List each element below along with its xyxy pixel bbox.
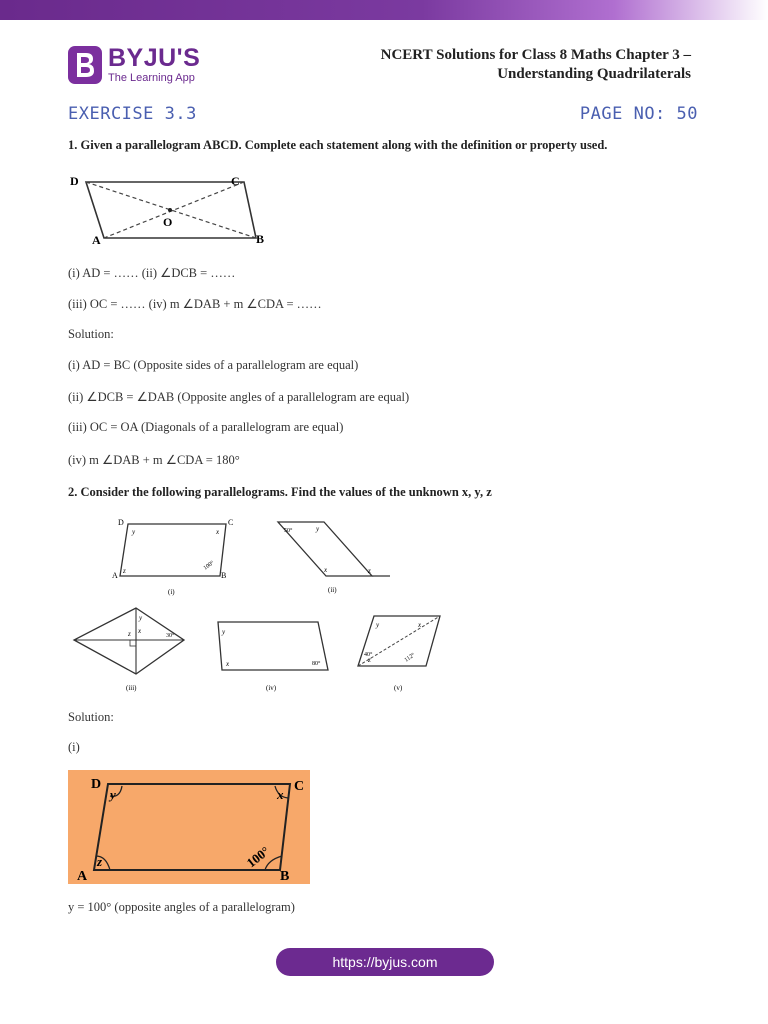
fig-v-z: z	[368, 656, 371, 664]
q2-answer: y = 100° (opposite angles of a parallelogram)	[68, 900, 295, 914]
title-line-1: NCERT Solutions for Class 8 Maths Chapter 3 –	[380, 47, 691, 63]
fig-i-angle: 100°	[202, 560, 216, 572]
q2-solution-label: Solution:	[68, 710, 114, 724]
fig-v-y: y	[376, 621, 380, 629]
q1-blanks-2: (iii) OC = …… (iv) m ∠DAB + m ∠CDA = ……	[68, 297, 322, 311]
fig-iv-x: x	[226, 660, 230, 668]
big-label-z: z	[97, 854, 103, 869]
fig-i-c: C	[228, 518, 234, 527]
fig-i-caption: (i)	[168, 588, 175, 596]
label-b: B	[256, 232, 265, 246]
page-number: PAGE NO: 50	[579, 104, 698, 124]
footer-url-button[interactable]	[276, 948, 494, 976]
fig-i-d: D	[118, 518, 124, 527]
fig-iii-y: y	[139, 614, 143, 622]
fig-iii-angle: 30°	[166, 633, 175, 639]
q2-solution-figure	[68, 770, 310, 884]
q2-figure-iii	[68, 604, 193, 696]
label-o: O	[163, 215, 173, 229]
fig-i-y: y	[132, 528, 136, 536]
fig-ii-x: x	[324, 566, 328, 574]
fig-iii-shape	[74, 608, 184, 674]
fig-ii-caption: (ii)	[328, 586, 337, 594]
q1-answer-1: (i) AD = BC (Opposite sides of a parallelogram are equal)	[68, 358, 359, 372]
q1-answer-2: (ii) ∠DCB = ∠DAB (Opposite angles of a parallelogram are equal)	[68, 390, 410, 404]
big-label-a: A	[77, 869, 88, 884]
fig-iv-angle: 80°	[312, 661, 321, 667]
question-1: 1. Given a parallelogram ABCD. Complete each statement along with the definition or property used.	[68, 138, 608, 152]
fig-ii-angle: 50°	[284, 528, 293, 534]
byjus-logo	[68, 45, 200, 85]
q1-answer-3: (iii) OC = OA (Diagonals of a parallelogram are equal)	[68, 420, 344, 434]
label-d: D	[70, 174, 79, 188]
logo-b-icon	[72, 50, 98, 80]
title-line-2: Understanding Quadrilaterals	[497, 66, 691, 82]
fig-iii-z: z	[128, 630, 131, 638]
fig-iii-right-angle	[130, 640, 136, 646]
fig-v-angle-1: 40°	[364, 652, 373, 658]
figure-background	[68, 770, 310, 884]
q2-figure-iv	[208, 614, 338, 696]
q1-blanks-1: (i) AD = …… (ii) ∠DCB = ……	[68, 266, 236, 280]
label-a: A	[92, 233, 101, 247]
fig-ii-y: y	[316, 525, 320, 533]
fig-v-x: x	[418, 621, 422, 629]
big-label-x: x	[277, 787, 284, 802]
logo-badge	[68, 46, 102, 84]
fig-iv-caption: (iv)	[266, 684, 277, 692]
q1-answer-4: (iv) m ∠DAB + m ∠CDA = 180°	[68, 453, 240, 467]
q2-sub-label: (i)	[68, 740, 80, 754]
fig-i-x: x	[216, 528, 220, 536]
big-label-angle: 100°	[243, 843, 273, 871]
fig-iii-caption: (iii)	[126, 684, 137, 692]
q2-figure-v	[352, 610, 452, 696]
brand-tagline: The Learning App	[108, 72, 195, 84]
fig-v-caption: (v)	[394, 684, 403, 692]
fig-iv-y: y	[222, 628, 226, 636]
diagonal-ca	[104, 182, 244, 238]
question-2: 2. Consider the following parallelograms. Find the values of the unknown x, y, z	[68, 485, 492, 499]
fig-i-b: B	[221, 571, 227, 580]
footer-url-text: https://byjus.com	[332, 954, 438, 970]
q2-figure-i	[108, 512, 243, 598]
q1-parallelogram-figure	[68, 168, 278, 248]
center-point	[168, 208, 172, 212]
top-banner	[0, 0, 768, 20]
fig-i-a: A	[112, 571, 118, 580]
document-title	[381, 46, 691, 84]
big-label-d: D	[91, 777, 102, 792]
fig-iii-x: x	[138, 627, 142, 635]
q1-solution-label: Solution:	[68, 327, 114, 341]
big-label-c: C	[294, 779, 305, 794]
big-label-y: y	[110, 787, 116, 802]
fig-i-z: z	[123, 567, 126, 575]
exercise-title: EXERCISE 3.3	[68, 104, 197, 124]
label-c: C	[231, 174, 240, 188]
q2-figure-ii	[272, 514, 397, 598]
fig-ii-z: z	[368, 567, 371, 575]
brand-name: BYJU'S	[108, 44, 201, 72]
fig-v-angle-2: 112°	[403, 652, 417, 664]
big-label-b: B	[280, 869, 290, 884]
